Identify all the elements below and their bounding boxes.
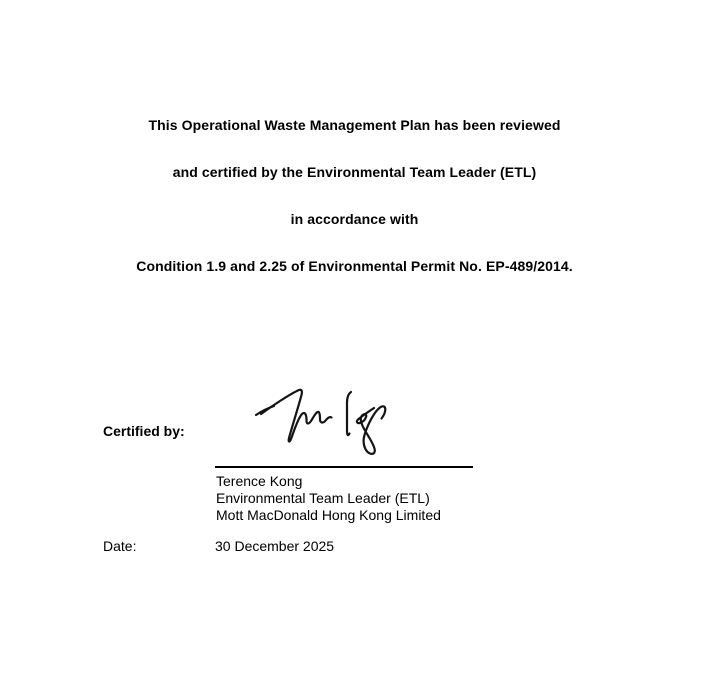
statement-line-1: This Operational Waste Management Plan has been reviewed (148, 117, 561, 133)
signature-line (215, 466, 473, 468)
certification-statement (0, 117, 709, 305)
date-value: 30 December 2025 (215, 538, 335, 554)
signatory-block (216, 473, 441, 524)
date-label: Date: (103, 538, 137, 554)
statement-line-2: and certified by the Environmental Team Leader (ETL) (172, 164, 537, 180)
signatory-company: Mott MacDonald Hong Kong Limited (216, 507, 441, 523)
signatory-name: Terence Kong (216, 473, 303, 489)
signatory-title: Environmental Team Leader (ETL) (216, 490, 430, 506)
signature-image (245, 374, 395, 459)
handwritten-signature-icon (245, 374, 395, 459)
statement-line-3: in accordance with (290, 211, 419, 227)
certified-by-label: Certified by: (103, 423, 185, 439)
statement-line-4: Condition 1.9 and 2.25 of Environmental Permit No. EP-489/2014. (136, 258, 573, 274)
